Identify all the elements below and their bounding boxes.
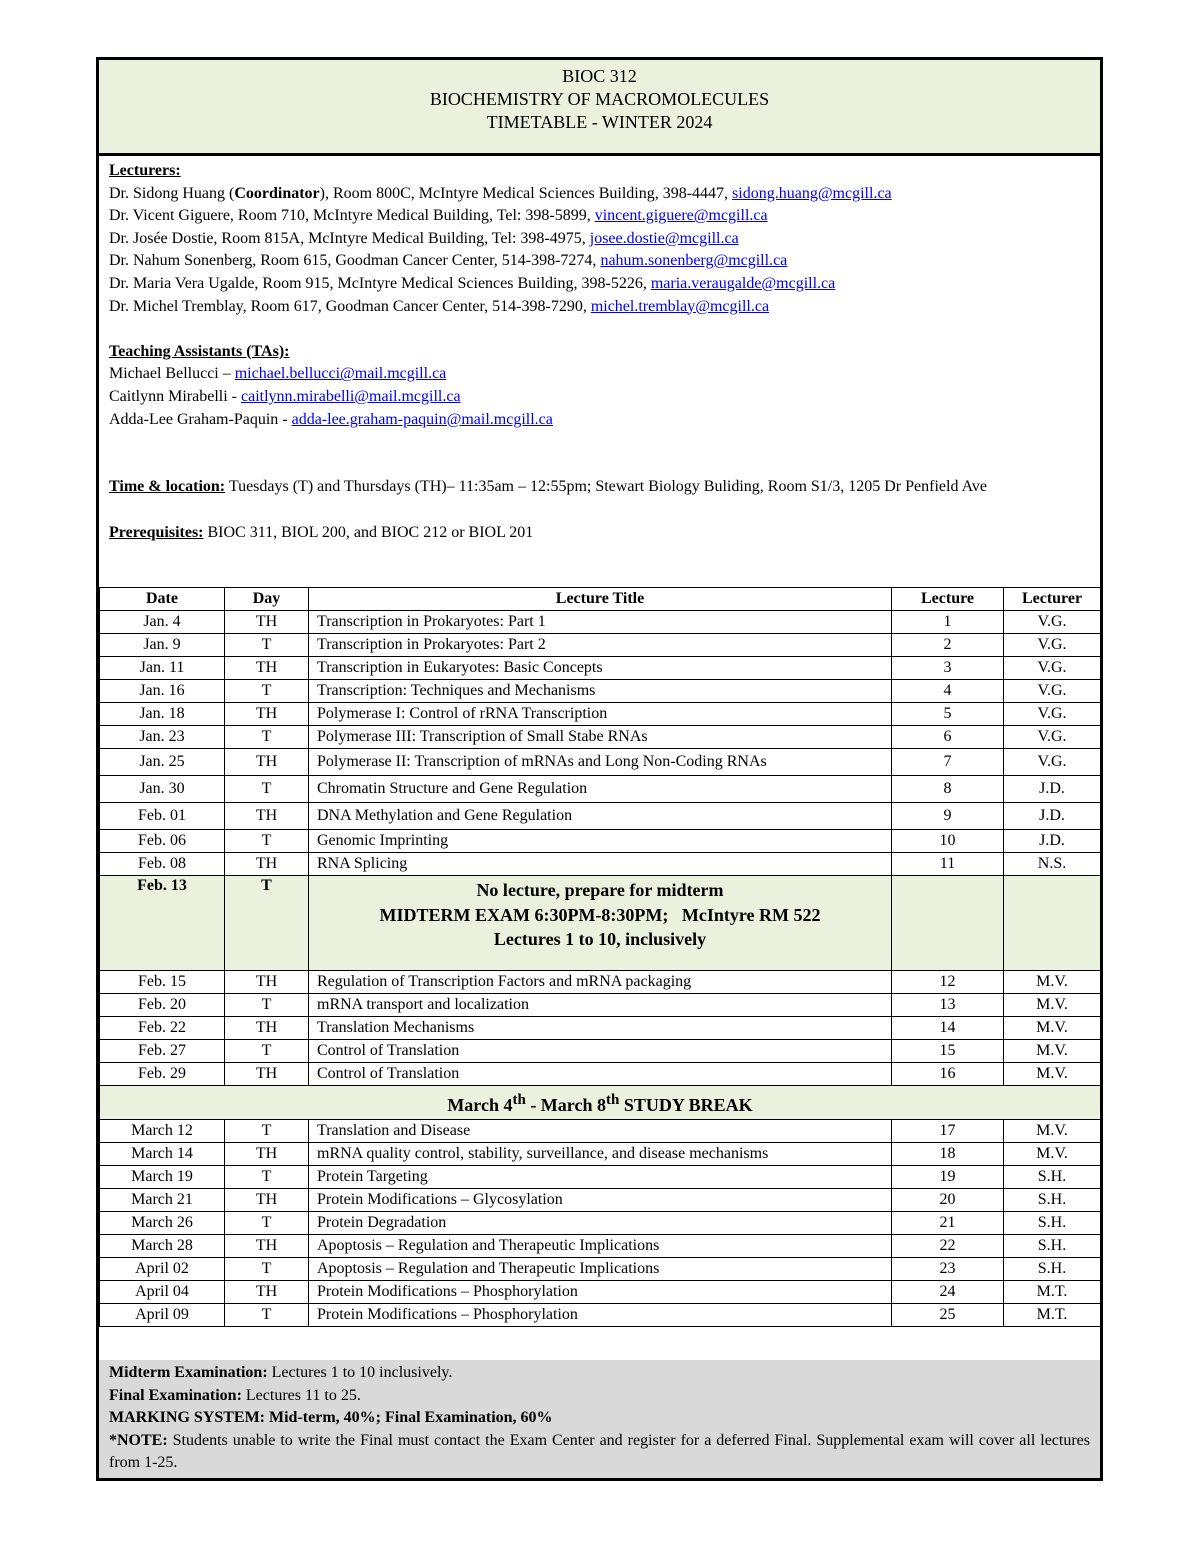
lecturer-cell: M.V.	[1004, 1063, 1101, 1086]
lecturer-cell: V.G.	[1004, 749, 1101, 776]
lecturer-line: Dr. Michel Tremblay, Room 617, Goodman Cancer Center, 514-398-7290, michel.tremblay@mcgill.ca	[109, 297, 770, 315]
ta-email-link[interactable]: michael.bellucci@mail.mcgill.ca	[234, 365, 447, 383]
lecture-cell: 11	[892, 853, 1004, 876]
lecturer-cell: M.V.	[1004, 994, 1101, 1017]
schedule-block-a	[100, 611, 1101, 876]
lecture-cell: 23	[892, 1258, 1004, 1281]
date-cell: Feb. 01	[100, 803, 225, 830]
prerequisites-label: Prerequisites:	[109, 523, 204, 541]
note-text: Students unable to write the Final must contact the Exam Center and register for a deferred Final. Supplemental exam will cover all lectures from 1-25.	[109, 1431, 1090, 1471]
title-cell: Polymerase I: Control of rRNA Transcription	[309, 703, 892, 726]
day-cell: TH	[225, 703, 309, 726]
lecture-cell: 8	[892, 776, 1004, 803]
table-row	[100, 657, 1101, 680]
title-cell: Polymerase III: Transcription of Small Stabe RNAs	[309, 726, 892, 749]
table-row	[100, 1040, 1101, 1063]
date-cell: Jan. 30	[100, 776, 225, 803]
title-cell: mRNA quality control, stability, surveillance, and disease mechanisms	[309, 1143, 892, 1166]
day-cell: TH	[225, 611, 309, 634]
title-cell: DNA Methylation and Gene Regulation	[309, 803, 892, 830]
lecturer-cell: V.G.	[1004, 611, 1101, 634]
time-location	[109, 476, 1090, 499]
title-cell: Transcription: Techniques and Mechanisms	[309, 680, 892, 703]
table-row	[100, 1212, 1101, 1235]
table-row	[100, 971, 1101, 994]
lecturer-cell: M.V.	[1004, 1120, 1101, 1143]
course-header	[99, 60, 1100, 156]
table-row	[100, 776, 1101, 803]
title-cell: Translation Mechanisms	[309, 1017, 892, 1040]
study-break: March 4th - March 8th STUDY BREAK	[100, 1086, 1101, 1120]
date-cell: Jan. 16	[100, 680, 225, 703]
lecturer-line: Dr. Vicent Giguere, Room 710, McIntyre Medical Building, Tel: 398-5899, vincent.giguere@mcgill.ca	[109, 207, 768, 225]
day-cell: T	[225, 776, 309, 803]
col-date: Date	[100, 588, 225, 611]
time-location-label: Time & location:	[109, 478, 226, 496]
title-cell: Transcription in Prokaryotes: Part 1	[309, 611, 892, 634]
lecturer-cell: S.H.	[1004, 1235, 1101, 1258]
table-row	[100, 994, 1101, 1017]
title-cell: Polymerase II: Transcription of mRNAs and Long Non-Coding RNAs	[309, 749, 892, 776]
lecture-cell: 2	[892, 634, 1004, 657]
title-cell: Regulation of Transcription Factors and mRNA packaging	[309, 971, 892, 994]
date-cell: March 14	[100, 1143, 225, 1166]
title-cell: Protein Modifications – Glycosylation	[309, 1189, 892, 1212]
lecture-cell: 12	[892, 971, 1004, 994]
lecturer-line: Dr. Maria Vera Ugalde, Room 915, McIntyre Medical Sciences Building, 398-5226, maria.veraugalde@mcgill.ca	[109, 274, 836, 292]
lecture-cell: 1	[892, 611, 1004, 634]
date-cell: March 19	[100, 1166, 225, 1189]
midterm-row	[100, 876, 1101, 971]
lecturer-cell: M.V.	[1004, 1040, 1101, 1063]
course-code: BIOC 312	[562, 66, 637, 86]
lecturer-email-link[interactable]: nahum.sonenberg@mcgill.ca	[600, 252, 788, 270]
table-row	[100, 853, 1101, 876]
lecture-cell: 9	[892, 803, 1004, 830]
lecture-cell: 20	[892, 1189, 1004, 1212]
date-cell: March 21	[100, 1189, 225, 1212]
day-cell: T	[225, 1120, 309, 1143]
term-title: TIMETABLE - WINTER 2024	[486, 112, 713, 132]
study-break-row	[100, 1086, 1101, 1120]
day-cell: T	[225, 830, 309, 853]
lecturer-list	[109, 183, 1090, 319]
lecturer-email-link[interactable]: sidong.huang@mcgill.ca	[732, 184, 892, 202]
date-cell: Jan. 23	[100, 726, 225, 749]
timetable-table	[99, 587, 1101, 1327]
title-cell: Control of Translation	[309, 1063, 892, 1086]
date-cell: Feb. 22	[100, 1017, 225, 1040]
table-row	[100, 1304, 1101, 1327]
lecture-cell: 13	[892, 994, 1004, 1017]
col-lecture: Lecture	[892, 588, 1004, 611]
final-exam-text: Lectures 11 to 25.	[241, 1386, 361, 1404]
table-row	[100, 1235, 1101, 1258]
table-row	[100, 1166, 1101, 1189]
day-cell: TH	[225, 803, 309, 830]
day-cell: TH	[225, 1017, 309, 1040]
day-cell: TH	[225, 749, 309, 776]
date-cell: Feb. 15	[100, 971, 225, 994]
title-cell: Transcription in Eukaryotes: Basic Concepts	[309, 657, 892, 680]
lecturer-cell: V.G.	[1004, 680, 1101, 703]
title-cell: mRNA transport and localization	[309, 994, 892, 1017]
lecturer-cell: N.S.	[1004, 853, 1101, 876]
course-info	[99, 156, 1100, 587]
day-cell: TH	[225, 1235, 309, 1258]
lecturer-cell: M.T.	[1004, 1281, 1101, 1304]
lecture-cell: 21	[892, 1212, 1004, 1235]
title-cell: Transcription in Prokaryotes: Part 2	[309, 634, 892, 657]
lecture-cell: 3	[892, 657, 1004, 680]
lecturer-cell: S.H.	[1004, 1189, 1101, 1212]
date-cell: April 04	[100, 1281, 225, 1304]
day-cell: T	[225, 994, 309, 1017]
table-row	[100, 1189, 1101, 1212]
table-row	[100, 830, 1101, 853]
lecture-cell: 18	[892, 1143, 1004, 1166]
lecturer-email-link[interactable]: michel.tremblay@mcgill.ca	[590, 297, 770, 315]
date-cell: Feb. 29	[100, 1063, 225, 1086]
lecture-cell: 16	[892, 1063, 1004, 1086]
midterm-exam-text: Lectures 1 to 10 inclusively.	[267, 1364, 453, 1381]
lecturer-email-link[interactable]: josee.dostie@mcgill.ca	[589, 229, 739, 247]
day-cell: TH	[225, 1063, 309, 1086]
ta-line: Caitlynn Mirabelli - caitlynn.mirabelli@mail.mcgill.ca	[109, 387, 461, 405]
lecturer-cell: M.T.	[1004, 1304, 1101, 1327]
day-cell: T	[225, 726, 309, 749]
schedule-block-b	[100, 971, 1101, 1086]
col-lecture-title: Lecture Title	[309, 588, 892, 611]
table-row	[100, 634, 1101, 657]
title-cell: Apoptosis – Regulation and Therapeutic Implications	[309, 1258, 892, 1281]
table-row	[100, 726, 1101, 749]
midterm-day: T	[225, 876, 309, 971]
lecture-cell: 5	[892, 703, 1004, 726]
note-label: *NOTE:	[109, 1431, 168, 1449]
table-row	[100, 1281, 1101, 1304]
lecturers-heading: Lecturers:	[109, 162, 181, 179]
table-row	[100, 1258, 1101, 1281]
lecture-cell: 15	[892, 1040, 1004, 1063]
lecturer-email-link[interactable]: maria.veraugalde@mcgill.ca	[650, 274, 836, 292]
lecturer-cell: J.D.	[1004, 830, 1101, 853]
date-cell: Jan. 9	[100, 634, 225, 657]
midterm-exam-label: Midterm Examination:	[109, 1364, 268, 1381]
day-cell: T	[225, 680, 309, 703]
time-location-text: Tuesdays (T) and Thursdays (TH)– 11:35am – 12:55pm; Stewart Biology Buliding, Room S1/3, 1205 Dr Penfield Ave	[225, 478, 988, 496]
lecture-cell: 10	[892, 830, 1004, 853]
day-cell: TH	[225, 657, 309, 680]
table-row	[100, 1143, 1101, 1166]
lecturer-cell: M.V.	[1004, 1017, 1101, 1040]
date-cell: Feb. 06	[100, 830, 225, 853]
lecture-cell: 4	[892, 680, 1004, 703]
exam-footer	[99, 1360, 1100, 1478]
date-cell: Feb. 27	[100, 1040, 225, 1063]
schedule-block-c	[100, 1120, 1101, 1327]
date-cell: April 02	[100, 1258, 225, 1281]
title-cell: Protein Targeting	[309, 1166, 892, 1189]
day-cell: T	[225, 634, 309, 657]
midterm-lecturer-empty	[1004, 876, 1101, 971]
lecture-cell: 19	[892, 1166, 1004, 1189]
lecturer-cell: M.V.	[1004, 971, 1101, 994]
lecturer-email-link[interactable]: vincent.giguere@mcgill.ca	[594, 207, 768, 225]
prerequisites-text: BIOC 311, BIOL 200, and BIOC 212 or BIOL 201	[203, 523, 534, 541]
lecture-cell: 14	[892, 1017, 1004, 1040]
lecturer-cell: V.G.	[1004, 726, 1101, 749]
table-row	[100, 1063, 1101, 1086]
lecturer-cell: V.G.	[1004, 657, 1101, 680]
midterm-date: Feb. 13	[100, 876, 225, 971]
date-cell: Jan. 25	[100, 749, 225, 776]
date-cell: March 26	[100, 1212, 225, 1235]
table-row	[100, 611, 1101, 634]
lecture-cell: 22	[892, 1235, 1004, 1258]
table-row	[100, 803, 1101, 830]
day-cell: TH	[225, 971, 309, 994]
table-row	[100, 703, 1101, 726]
col-day: Day	[225, 588, 309, 611]
ta-email-link[interactable]: adda-lee.graham-paquin@mail.mcgill.ca	[291, 410, 553, 428]
title-cell: Genomic Imprinting	[309, 830, 892, 853]
day-cell: T	[225, 1258, 309, 1281]
col-lecturer: Lecturer	[1004, 588, 1101, 611]
title-cell: Apoptosis – Regulation and Therapeutic Implications	[309, 1235, 892, 1258]
lecturer-cell: M.V.	[1004, 1143, 1101, 1166]
lecturer-line: Dr. Nahum Sonenberg, Room 615, Goodman Cancer Center, 514-398-7274, nahum.sonenberg@mcgill.ca	[109, 252, 788, 270]
date-cell: Feb. 20	[100, 994, 225, 1017]
day-cell: TH	[225, 1143, 309, 1166]
midterm-lecture-empty	[892, 876, 1004, 971]
title-cell: Control of Translation	[309, 1040, 892, 1063]
lecturer-line: Dr. Josée Dostie, Room 815A, McIntyre Medical Building, Tel: 398-4975, josee.dostie@mcgill.ca	[109, 229, 739, 247]
course-name: BIOCHEMISTRY OF MACROMOLECULES	[429, 89, 770, 109]
lecture-cell: 17	[892, 1120, 1004, 1143]
timetable-sheet	[96, 57, 1103, 1481]
day-cell: T	[225, 1166, 309, 1189]
midterm-line-1: No lecture, prepare for midterm	[476, 880, 724, 900]
ta-list	[109, 363, 1090, 431]
lecture-cell: 6	[892, 726, 1004, 749]
lecturer-cell: V.G.	[1004, 703, 1101, 726]
table-row	[100, 1120, 1101, 1143]
midterm-info	[309, 876, 892, 971]
title-cell: RNA Splicing	[309, 853, 892, 876]
tas-heading: Teaching Assistants (TAs):	[109, 342, 290, 360]
title-cell: Protein Degradation	[309, 1212, 892, 1235]
date-cell: March 28	[100, 1235, 225, 1258]
lecture-cell: 25	[892, 1304, 1004, 1327]
final-exam-label: Final Examination:	[109, 1386, 242, 1404]
lecturer-cell: V.G.	[1004, 634, 1101, 657]
lecturer-cell: S.H.	[1004, 1212, 1101, 1235]
marking-system: MARKING SYSTEM: Mid-term, 40%; Final Examination, 60%	[109, 1409, 553, 1426]
day-cell: T	[225, 1212, 309, 1235]
ta-line: Adda-Lee Graham-Paquin - adda-lee.graham-paquin@mail.mcgill.ca	[109, 410, 553, 428]
table-row	[100, 680, 1101, 703]
title-cell: Translation and Disease	[309, 1120, 892, 1143]
day-cell: TH	[225, 1189, 309, 1212]
day-cell: T	[225, 1304, 309, 1327]
lecturer-cell: S.H.	[1004, 1258, 1101, 1281]
day-cell: TH	[225, 853, 309, 876]
table-header-row	[100, 588, 1101, 611]
day-cell: TH	[225, 1281, 309, 1304]
date-cell: Jan. 18	[100, 703, 225, 726]
table-row	[100, 1017, 1101, 1040]
lecturer-cell: J.D.	[1004, 776, 1101, 803]
date-cell: March 12	[100, 1120, 225, 1143]
midterm-line-2: MIDTERM EXAM 6:30PM-8:30PM; McIntyre RM 522	[379, 904, 821, 925]
table-row	[100, 749, 1101, 776]
date-cell: Jan. 11	[100, 657, 225, 680]
date-cell: Feb. 08	[100, 853, 225, 876]
date-cell: April 09	[100, 1304, 225, 1327]
title-cell: Protein Modifications – Phosphorylation	[309, 1281, 892, 1304]
day-cell: T	[225, 1040, 309, 1063]
title-cell: Chromatin Structure and Gene Regulation	[309, 776, 892, 803]
midterm-line-3: Lectures 1 to 10, inclusively	[493, 929, 707, 949]
ta-line: Michael Bellucci – michael.bellucci@mail.mcgill.ca	[109, 365, 447, 383]
lecturer-cell: J.D.	[1004, 803, 1101, 830]
lecturer-line: Dr. Sidong Huang (Coordinator), Room 800C, McIntyre Medical Sciences Building, 398-4447, sidong.huang@mcgill.ca	[109, 184, 892, 202]
ta-email-link[interactable]: caitlynn.mirabelli@mail.mcgill.ca	[240, 387, 461, 405]
prerequisites	[109, 522, 1090, 545]
lecture-cell: 7	[892, 749, 1004, 776]
date-cell: Jan. 4	[100, 611, 225, 634]
title-cell: Protein Modifications – Phosphorylation	[309, 1304, 892, 1327]
lecturer-cell: S.H.	[1004, 1166, 1101, 1189]
lecture-cell: 24	[892, 1281, 1004, 1304]
